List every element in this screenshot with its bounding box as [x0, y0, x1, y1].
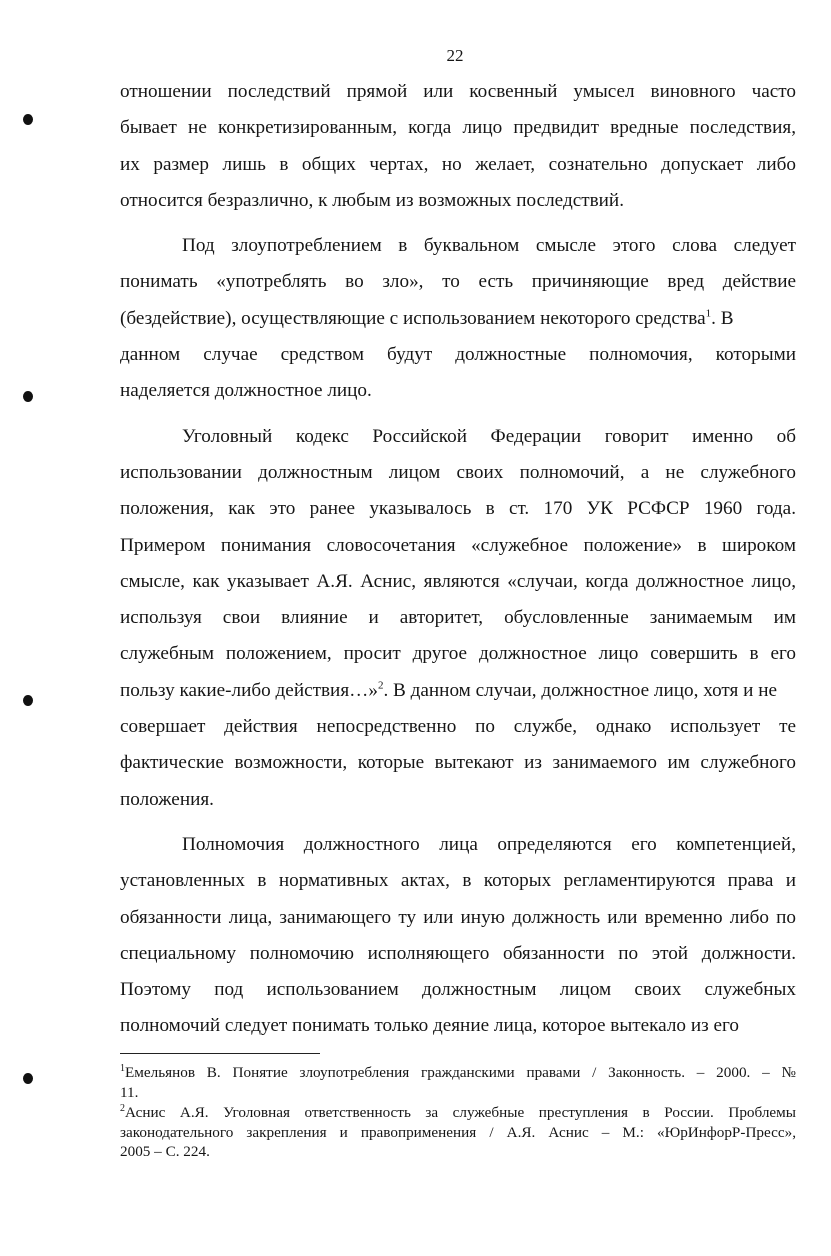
- footnote-line: 2005 – С. 224.: [120, 1143, 210, 1160]
- text-line-with-footnote-ref: [120, 673, 796, 709]
- text-segment: пользу какие-либо действия…»: [120, 679, 378, 701]
- punch-hole-mark: [23, 695, 33, 706]
- text-line: Примером понимания словосочетания «служебное положение» в широком: [120, 534, 796, 556]
- punch-hole-mark: [23, 1073, 33, 1084]
- paragraph-4: [120, 827, 796, 1045]
- text-line: бывает не конкретизированным, когда лицо предвидит вредные последствия,: [120, 117, 796, 139]
- text-line: наделяется должностное лицо.: [120, 380, 372, 402]
- punch-hole-mark: [23, 114, 33, 125]
- footnote-line: законодательного закрепления и правоприменения / А.Я. Аснис – М.: «ЮрИнфорР-Пресс»,: [120, 1123, 796, 1141]
- footnote-divider: [120, 1053, 320, 1054]
- footnote-ref-2: 2: [377, 679, 384, 692]
- text-line: фактические возможности, которые вытекают из занимаемого им служебного: [120, 752, 796, 774]
- text-line: понимать «употреблять во зло», то есть причиняющие вред действие: [120, 271, 796, 293]
- text-line: их размер лишь в общих чертах, но желает, сознательно допускает либо: [120, 153, 796, 175]
- text-line: положения, как это ранее указывалось в ст. 170 УК РСФСР 1960 года.: [120, 498, 796, 520]
- text-line: установленных в нормативных актах, в которых регламентируются права и: [120, 870, 796, 892]
- text-line: Уголовный кодекс Российской Федерации говорит именно об: [182, 425, 796, 447]
- footnote-marker: 2: [120, 1102, 125, 1114]
- text-line: полномочий следует понимать только деяние лица, которое вытекало из его: [120, 1015, 739, 1037]
- text-segment: . В данном случаи, должностное лицо, хотя и не: [383, 679, 778, 701]
- paragraph-2: [120, 228, 796, 409]
- footnote-1: [120, 1063, 796, 1102]
- text-line: относится безразлично, к любым из возможных последствий.: [120, 189, 624, 211]
- text-line: отношении последствий прямой или косвенный умысел виновного часто: [120, 81, 796, 102]
- footnotes: [120, 1063, 796, 1162]
- body-text: [120, 74, 796, 1045]
- punch-hole-mark: [23, 391, 33, 402]
- footnote-line: 11.: [120, 1083, 139, 1101]
- text-line: данном случае средством будут должностные полномочия, которыми: [120, 344, 796, 366]
- text-segment: (бездействие), осуществляющие с использованием некоторого средства: [120, 307, 706, 329]
- text-line: Поэтому под использованием должностным лицом своих служебных: [120, 979, 796, 1001]
- footnote-marker: 1: [120, 1062, 125, 1074]
- text-segment: . В: [711, 307, 734, 329]
- footnote-ref-1: 1: [705, 307, 712, 320]
- text-line-with-footnote-ref: [120, 301, 796, 337]
- text-line: специальному полномочию исполняющего обязанности по этой должности.: [120, 942, 796, 964]
- text-line: совершает действия непосредственно по службе, однако использует те: [120, 716, 796, 738]
- text-line: обязанности лица, занимающего ту или иную должность или временно либо по: [120, 906, 796, 928]
- paragraph-1: [120, 74, 796, 219]
- paragraph-3: [120, 419, 796, 818]
- text-line: Полномочия должностного лица определяются его компетенцией,: [182, 833, 796, 855]
- footnote-line: [120, 1103, 796, 1123]
- footnote-line: [120, 1063, 796, 1083]
- text-line: использовании должностным лицом своих полномочий, а не служебного: [120, 461, 796, 483]
- text-line: используя свои влияние и авторитет, обусловленные занимаемым им: [120, 607, 796, 629]
- page-number: 22: [446, 46, 464, 65]
- text-line: положения.: [120, 788, 214, 810]
- text-line: смысле, как указывает А.Я. Аснис, являются «случаи, когда должностное лицо,: [120, 570, 796, 592]
- footnote-text: Емельянов В. Понятие злоупотребления гражданскими правами / Законность. – 2000. – №: [125, 1064, 796, 1081]
- footnote-text: Аснис А.Я. Уголовная ответственность за служебные преступления в России. Проблемы: [125, 1104, 796, 1121]
- footnote-2: [120, 1103, 796, 1162]
- text-line: Под злоупотреблением в буквальном смысле этого слова следует: [182, 235, 796, 257]
- text-line: служебным положением, просит другое должностное лицо совершить в его: [120, 643, 796, 665]
